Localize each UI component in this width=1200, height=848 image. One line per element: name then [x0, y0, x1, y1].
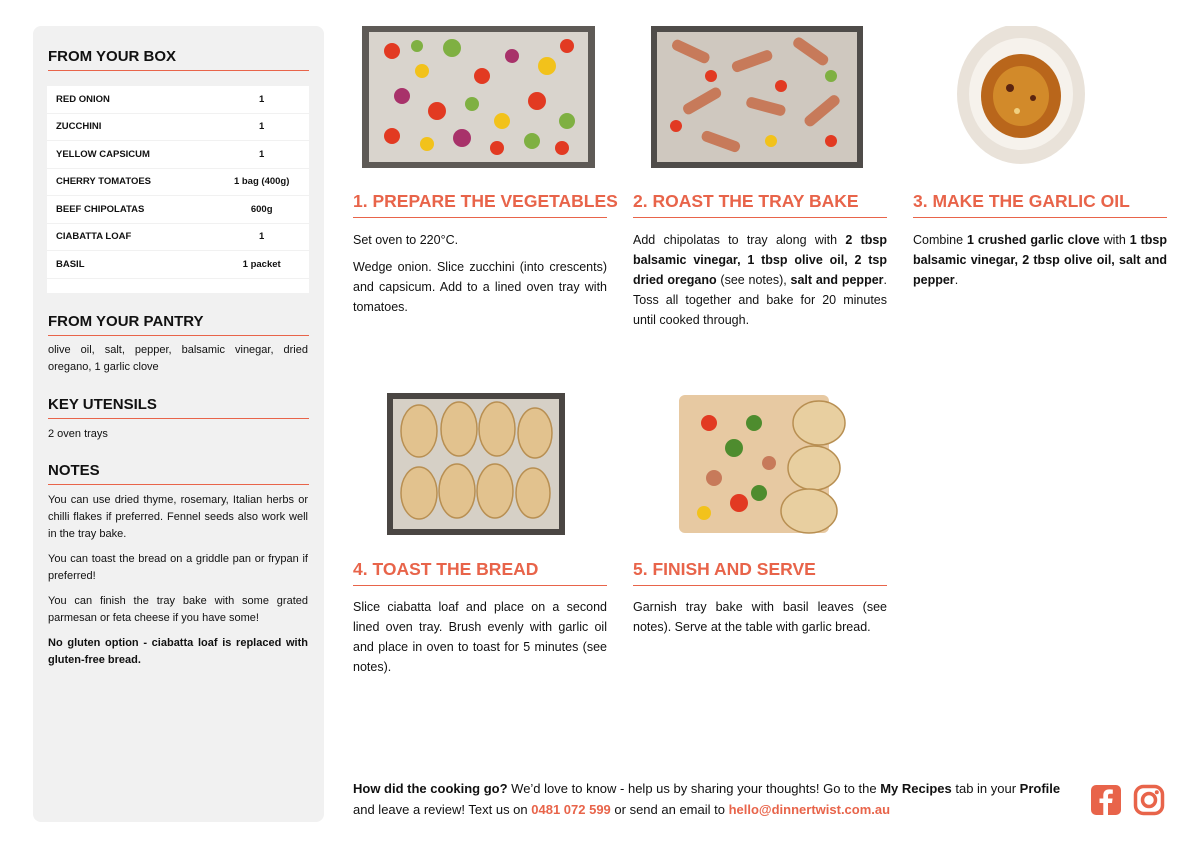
ingredient-qty: 1 packet [242, 258, 281, 270]
ingredient-name: BASIL [56, 258, 85, 270]
footer-text: My Recipes [880, 781, 952, 796]
instagram-icon[interactable] [1133, 784, 1165, 816]
contact-link[interactable]: hello@dinnertwist.com.au [728, 802, 891, 817]
step-paragraph [353, 597, 607, 677]
step-paragraph [633, 230, 887, 330]
ingredient-row [47, 251, 309, 279]
ingredients-sidebar [33, 26, 324, 822]
step-3-title: 3. MAKE THE GARLIC OIL [913, 191, 1167, 218]
footer-text: or send an email to [610, 802, 729, 817]
ingredient-qty: 600g [250, 203, 273, 215]
ingredient-name: CIABATTA LOAF [56, 231, 132, 243]
note-item: No gluten option - ciabatta loaf is replaced with gluten-free bread. [48, 637, 308, 666]
ingredient-name: BEEF CHIPOLATAS [56, 203, 145, 215]
from-your-pantry-title: FROM YOUR PANTRY [48, 313, 309, 336]
footer-text: and leave a review! Text us on [353, 802, 532, 817]
bold-text: 1 tbsp balsamic vinegar, 2 tbsp olive oil, salt and pepper [913, 233, 1168, 287]
utensils-text: 2 oven trays [48, 428, 108, 440]
step-2-title: 2. ROAST THE TRAY BAKE [633, 191, 887, 218]
text: Wedge onion. Slice zucchini (into crescents) and capsicum. Add to a lined oven tray with tomatoes. [353, 260, 607, 314]
footer-text: We’d love to know - help us by sharing your thoughts! Go to the [507, 781, 881, 796]
step-paragraph [353, 230, 607, 250]
ingredient-qty: 1 [259, 231, 265, 243]
facebook-icon[interactable] [1090, 784, 1122, 816]
ingredient-qty: 1 bag (400g) [233, 176, 290, 188]
footer-text: tab in your [951, 781, 1020, 796]
notes-list [48, 492, 308, 677]
ingredient-row [47, 169, 309, 197]
toasted-bread-image [387, 393, 565, 535]
ingredient-qty: 1 [259, 121, 265, 133]
step-3-body [913, 230, 1167, 297]
text: Combine [913, 233, 967, 247]
step-1-title: 1. PREPARE THE VEGETABLES [353, 191, 607, 218]
finished-dish-image [659, 393, 851, 535]
step-4-title: 4. TOAST THE BREAD [353, 559, 607, 586]
ingredient-row [47, 114, 309, 142]
ingredient-qty: 1 [259, 148, 265, 160]
footer-text: How did the cooking go? [353, 781, 508, 796]
text: . [954, 273, 959, 287]
step-5-body [633, 597, 887, 644]
step-5-title: 5. FINISH AND SERVE [633, 559, 887, 586]
step-2-body [633, 230, 887, 337]
from-your-box-title: FROM YOUR BOX [48, 48, 309, 71]
ingredient-name: RED ONION [56, 93, 110, 105]
key-utensils-title: KEY UTENSILS [48, 396, 309, 419]
contact-link[interactable]: 0481 072 599 [531, 802, 611, 817]
step-4-body [353, 597, 607, 684]
text: Set oven to 220°C. [353, 233, 459, 247]
text: (see notes), [716, 273, 791, 287]
bold-text: 1 crushed garlic clove [966, 233, 1100, 247]
ingredient-row [47, 86, 309, 114]
ingredient-name: CHERRY TOMATOES [56, 176, 152, 188]
note-item: You can toast the bread on a griddle pan or frypan if preferred! [48, 553, 308, 582]
ingredient-qty: 1 [259, 93, 265, 105]
garlic-oil-bowl-image [955, 26, 1087, 168]
vegetables-tray-image [362, 26, 595, 168]
ingredient-row [47, 196, 309, 224]
step-1-body [353, 230, 607, 324]
bold-text: 2 tbsp balsamic vinegar, 1 tbsp olive oil, 2 tsp dried oregano [633, 233, 887, 287]
text: with [1099, 233, 1130, 247]
notes-title: NOTES [48, 462, 309, 485]
footer-text: Profile [1019, 781, 1061, 796]
ingredient-name: YELLOW CAPSICUM [56, 148, 150, 160]
text: Slice ciabatta loaf and place on a second lined oven tray. Brush evenly with garlic oil and place in oven to toast for 5 minutes (see notes). [353, 600, 607, 674]
ingredient-name: ZUCCHINI [56, 121, 102, 133]
ingredient-row [47, 224, 309, 252]
step-paragraph [353, 257, 607, 317]
text: . Toss all together and bake for 20 minutes until cooked through. [633, 273, 888, 327]
pantry-text: olive oil, salt, pepper, balsamic vinegar, dried oregano, 1 garlic clove [48, 344, 308, 373]
note-item: You can finish the tray bake with some grated parmesan or feta cheese if you have some! [48, 595, 308, 624]
text: Garnish tray bake with basil leaves (see notes). Serve at the table with garlic bread. [633, 600, 887, 634]
ingredient-row [47, 141, 309, 169]
step-paragraph [633, 597, 887, 637]
bold-text: salt and pepper [790, 273, 884, 287]
sausage-tray-image [651, 26, 863, 168]
ingredients-table [47, 86, 309, 293]
text: Add chipolatas to tray along with [633, 233, 846, 247]
footer-feedback-text [353, 778, 1073, 820]
note-item: You can use dried thyme, rosemary, Italian herbs or chilli flakes if preferred. Fennel seeds also work well in the tray bake. [48, 494, 308, 540]
step-paragraph [913, 230, 1167, 290]
